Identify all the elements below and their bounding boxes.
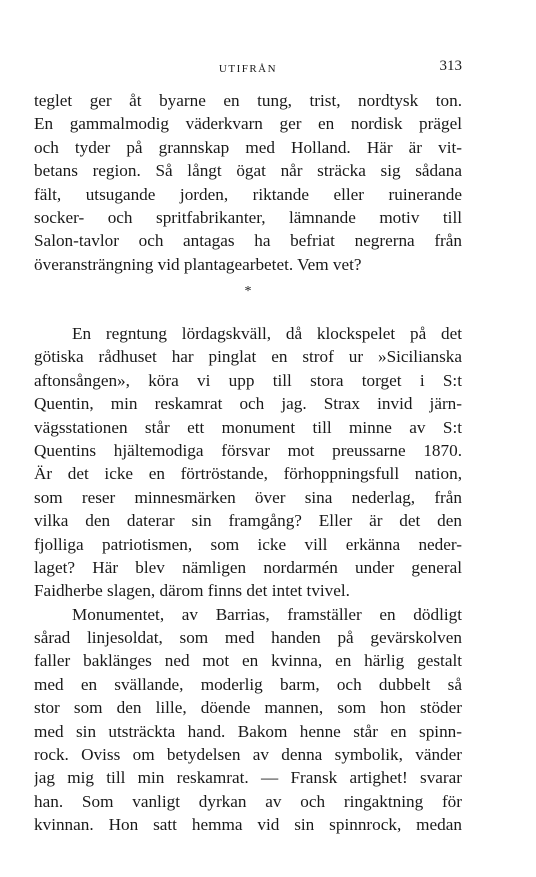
text-line: Monumentet, av Barrias, framställer en dödligt <box>72 604 462 624</box>
text-line: vägsstationen står ett monument till minne av S:t <box>34 417 462 437</box>
paragraph-continued <box>34 89 462 276</box>
text-line: En regntung lördagskväll, då klockspelet på det <box>72 324 462 343</box>
text-line: fjolliga patriotismen, som icke vill erkänna neder- <box>34 534 462 554</box>
text-line: fält, utsugande jorden, riktande eller ruinerande <box>34 184 462 204</box>
text-line: betans region. Så långt ögat når sträcka sig sådana <box>34 161 462 181</box>
running-title: UTIFRÅN <box>218 63 278 75</box>
text-line: Salon-tavlor och antagas ha befriat negrerna från <box>34 231 462 251</box>
text-line: vilka den daterar sin framgång? Eller är det den <box>34 511 462 531</box>
text-line: En gammalmodig väderkvarn ger en nordisk prägel <box>34 114 462 134</box>
section-divider: * <box>244 284 252 299</box>
text-line: och tyder på grannskap med Holland. Här är vit- <box>34 137 462 157</box>
text-line: överansträngning vid plantagearbetet. Vem vet? <box>34 254 362 274</box>
running-head <box>34 58 462 80</box>
text-line: kvinnan. Hon satt hemma vid sin spinnrock, medan <box>34 815 462 835</box>
text-line: med sin utsträckta hand. Bakom henne står en spinn- <box>34 721 462 741</box>
text-line: rock. Oviss om betydelsen av denna symbolik, vänder <box>34 745 462 765</box>
text-line: med en svällande, moderlig barm, och dubbelt så <box>34 674 462 694</box>
text-line: Faidherbe slagen, därom finns det intet tvivel. <box>34 581 350 601</box>
body-text <box>34 322 462 837</box>
text-line: Är det icke en förtröstande, förhoppningsfull nation, <box>34 464 462 484</box>
text-line: Quentin, min reskamrat och jag. Strax invid järn- <box>34 394 462 414</box>
text-line: jag mig till min reskamrat. — Fransk artighet! svarar <box>34 768 462 788</box>
text-line: socker- och spritfabrikanter, lämnande motiv till <box>34 207 462 227</box>
text-line: teglet ger åt byarne en tung, trist, nordtysk ton. <box>34 91 462 110</box>
text-line: stor som den lille, döende mannen, som hon stöder <box>34 698 462 718</box>
text-line: aftonsången», köra vi upp till stora torget i S:t <box>34 370 462 390</box>
text-line: faller baklänges ned mot en kvinna, en härlig gestalt <box>34 651 462 671</box>
text-line: sårad linjesoldat, som med handen på gevärskolven <box>34 628 462 648</box>
text-line: götiska rådhuset har pinglat en strof ur »Sicilianska <box>34 347 462 367</box>
text-line: Quentins hjältemodiga försvar mot preussarne 1870. <box>34 440 462 460</box>
text-line: han. Som vanligt dyrkan av och ringaktning för <box>34 791 462 811</box>
page-number: 313 <box>439 58 462 74</box>
text-line: som reser minnesmärken över sina nederlag, från <box>34 487 462 507</box>
text-line: laget? Här blev nämligen nordarmén under general <box>34 557 462 577</box>
